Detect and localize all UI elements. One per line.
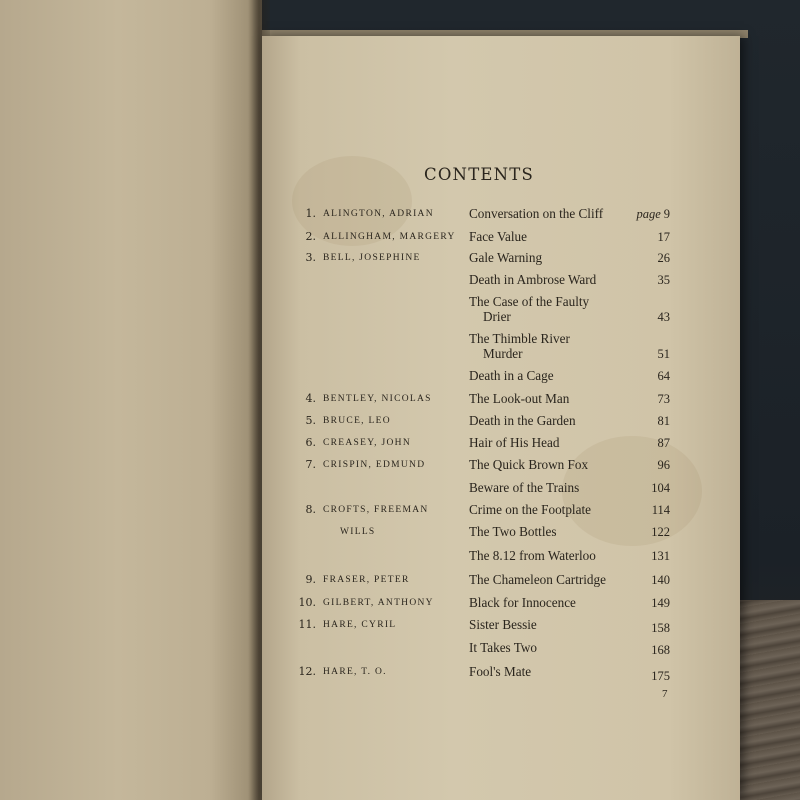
entry-author: CROFTS, FREEMAN bbox=[323, 505, 429, 515]
entry-number: 6. bbox=[305, 436, 316, 449]
contents-heading: CONTENTS bbox=[424, 165, 534, 184]
entry-title: Gale Warning bbox=[469, 250, 543, 265]
entry-author: FRASER, PETER bbox=[323, 575, 410, 585]
entry-page: 26 bbox=[657, 251, 670, 265]
entry-title: Fool's Mate bbox=[469, 664, 532, 679]
entry-title: Death in Ambrose Ward bbox=[469, 272, 597, 287]
entry-page: 51 bbox=[657, 347, 670, 361]
entry-number: 9. bbox=[305, 573, 316, 586]
entry-number: 2. bbox=[305, 230, 316, 243]
entry-author: ALINGTON, ADRIAN bbox=[323, 209, 434, 219]
entry-page: 64 bbox=[657, 369, 670, 383]
entry-author: BELL, JOSEPHINE bbox=[323, 253, 421, 263]
entry-page: 114 bbox=[651, 503, 670, 517]
entry-page: 168 bbox=[651, 643, 670, 657]
entry-title: Sister Bessie bbox=[469, 617, 537, 632]
entry-page: 35 bbox=[657, 273, 670, 287]
page-number: 7 bbox=[662, 688, 668, 700]
entry-author: HARE, T. O. bbox=[323, 667, 387, 677]
left-page bbox=[0, 0, 262, 800]
entry-page: 96 bbox=[657, 458, 670, 472]
entry-title: The Two Bottles bbox=[469, 524, 557, 539]
entry-title: Hair of His Head bbox=[469, 435, 560, 450]
entry-page: 17 bbox=[657, 230, 670, 244]
entry-number: 4. bbox=[305, 392, 316, 405]
entry-author: HARE, CYRIL bbox=[323, 620, 397, 630]
entry-number: 7. bbox=[305, 458, 316, 471]
entry-number: 3. bbox=[305, 251, 316, 264]
entry-title: The Look-out Man bbox=[469, 391, 570, 406]
entry-page: 104 bbox=[651, 481, 670, 495]
entry-title: It Takes Two bbox=[469, 640, 537, 655]
entry-page: 158 bbox=[651, 621, 670, 635]
entry-title: Face Value bbox=[469, 229, 527, 244]
entry-title: Black for Innocence bbox=[469, 595, 576, 610]
entry-author: BENTLEY, NICOLAS bbox=[323, 394, 432, 404]
entry-title: The Thimble River Murder bbox=[469, 331, 570, 361]
entry-author: CRISPIN, EDMUND bbox=[323, 460, 426, 470]
entry-page: 149 bbox=[651, 596, 670, 610]
entry-number: 5. bbox=[305, 414, 316, 427]
entry-title: Death in the Garden bbox=[469, 413, 576, 428]
entry-title: Beware of the Trains bbox=[469, 480, 580, 495]
entry-author: WILLS bbox=[340, 527, 376, 537]
entry-page: 175 bbox=[651, 669, 670, 683]
entry-number: 8. bbox=[305, 503, 316, 516]
entry-page: 140 bbox=[651, 573, 670, 587]
entry-number: 1. bbox=[305, 207, 316, 220]
entry-title: The Chameleon Cartridge bbox=[469, 572, 606, 587]
entry-author: ALLINGHAM, MARGERY bbox=[323, 232, 456, 242]
entry-number: 12. bbox=[298, 665, 316, 678]
entry-page: page 9 bbox=[636, 207, 670, 221]
entry-author: CREASEY, JOHN bbox=[323, 438, 411, 448]
entry-title: Death in a Cage bbox=[469, 368, 554, 383]
entry-title: The 8.12 from Waterloo bbox=[469, 548, 596, 563]
page-label: page bbox=[636, 207, 661, 221]
entry-title: The Quick Brown Fox bbox=[469, 457, 589, 472]
entry-author: GILBERT, ANTHONY bbox=[323, 598, 434, 608]
entry-title: Crime on the Footplate bbox=[469, 502, 591, 517]
entry-title: The Case of the Faulty Drier bbox=[469, 294, 590, 324]
entry-page: 81 bbox=[657, 414, 670, 428]
entry-page: 73 bbox=[657, 392, 670, 406]
entry-author: BRUCE, LEO bbox=[323, 416, 391, 426]
entry-number: 11. bbox=[298, 618, 316, 631]
entry-title: Conversation on the Cliff bbox=[469, 206, 604, 221]
entry-number: 10. bbox=[298, 596, 316, 609]
entry-page: 43 bbox=[657, 310, 670, 324]
entry-page: 122 bbox=[651, 525, 670, 539]
entry-page: 87 bbox=[657, 436, 670, 450]
entry-page: 131 bbox=[651, 549, 670, 563]
